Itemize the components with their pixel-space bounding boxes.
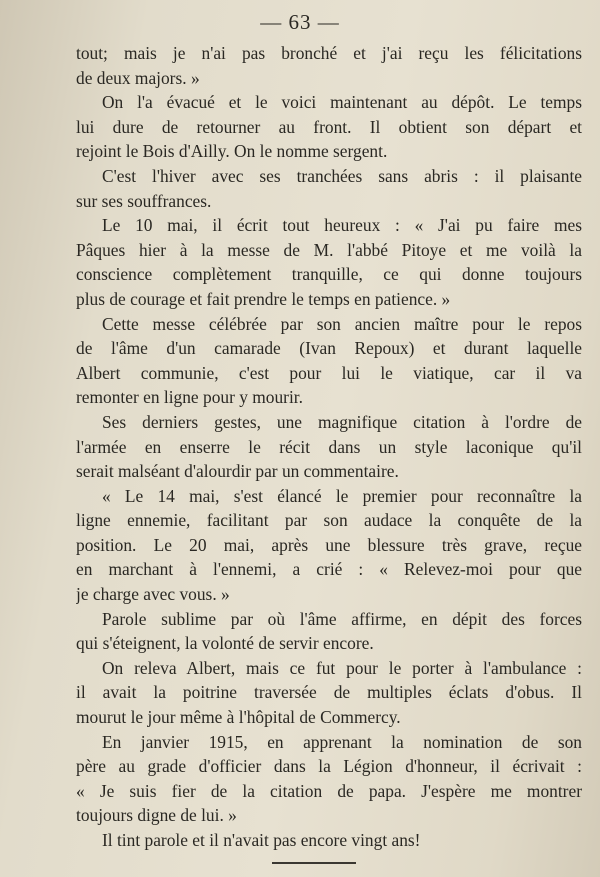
text-line: On l'a évacué et le voici maintenant au dépôt. Le temps <box>102 92 582 113</box>
paragraph <box>76 410 582 484</box>
text-line: lui dure de retourner au front. Il obtient son départ et <box>76 116 582 137</box>
paragraph <box>76 164 582 213</box>
text-line: qui s'éteignent, la volonté de servir encore. <box>76 633 374 654</box>
paragraph <box>76 41 582 90</box>
text-line: Parole sublime par où l'âme affirme, en dépit des forces <box>102 608 582 629</box>
text-line: plus de courage et fait prendre le temps en patience. » <box>76 288 451 309</box>
text-line: Pâques hier à la messe de M. l'abbé Pitoye et me voilà la <box>76 239 582 260</box>
paragraph <box>76 484 582 607</box>
paragraph <box>76 607 582 656</box>
text-line: en marchant à l'ennemi, a crié : « Relevez-moi pour que <box>76 559 582 580</box>
end-rule <box>272 862 356 864</box>
text-line: toujours digne de lui. » <box>76 805 237 826</box>
text-line: Le 10 mai, il écrit tout heureux : « J'ai pu faire mes <box>102 215 582 236</box>
text-line: « Je suis fier de la citation de papa. J'espère me montrer <box>76 780 582 801</box>
paragraph <box>76 656 582 730</box>
text-line: de l'âme d'un camarade (Ivan Repoux) et durant laquelle <box>76 338 582 359</box>
text-line: Cette messe célébrée par son ancien maître pour le repos <box>102 313 582 334</box>
paragraph <box>76 90 582 164</box>
paragraph <box>76 730 582 828</box>
text-line: de deux majors. » <box>76 67 200 88</box>
body-text <box>76 41 582 853</box>
text-line: « Le 14 mai, s'est élancé le premier pour reconnaître la <box>102 485 582 506</box>
paragraph <box>76 213 582 311</box>
text-line: il avait la poitrine traversée de multiples éclats d'obus. Il <box>76 682 582 703</box>
text-line: père au grade d'officier dans la Légion d'honneur, il écrivait : <box>76 756 582 777</box>
text-line: Ses derniers gestes, une magnifique citation à l'ordre de <box>102 411 582 432</box>
text-line: conscience complètement tranquille, ce qui donne toujours <box>76 264 582 285</box>
paragraph <box>76 828 582 853</box>
text-line: serait malséant d'alourdir par un commentaire. <box>76 461 399 482</box>
text-line: sur ses souffrances. <box>76 190 212 211</box>
paragraph <box>76 312 582 410</box>
text-line: On releva Albert, mais ce fut pour le porter à l'ambulance : <box>102 657 582 678</box>
text-line: position. Le 20 mai, après une blessure très grave, reçue <box>76 534 582 555</box>
text-line: C'est l'hiver avec ses tranchées sans abris : il plaisante <box>102 165 582 186</box>
text-line: Albert communie, c'est pour lui le viatique, car il va <box>76 362 582 383</box>
text-line: ligne ennemie, facilitant par son audace la conquête de la <box>76 510 582 531</box>
text-line: tout; mais je n'ai pas bronché et j'ai reçu les félicitations <box>76 43 582 63</box>
text-line: remonter en ligne pour y mourir. <box>76 387 303 408</box>
page-number: — 63 — <box>260 10 340 34</box>
text-line: En janvier 1915, en apprenant la nomination de son <box>102 731 582 752</box>
text-line: l'armée en enserre le récit dans un style laconique qu'il <box>76 436 582 457</box>
text-line: je charge avec vous. » <box>76 584 230 605</box>
text-line: Il tint parole et il n'avait pas encore vingt ans! <box>102 830 421 850</box>
text-line: mourut le jour même à l'hôpital de Commercy. <box>76 707 401 728</box>
text-line: rejoint le Bois d'Ailly. On le nomme sergent. <box>76 141 388 162</box>
